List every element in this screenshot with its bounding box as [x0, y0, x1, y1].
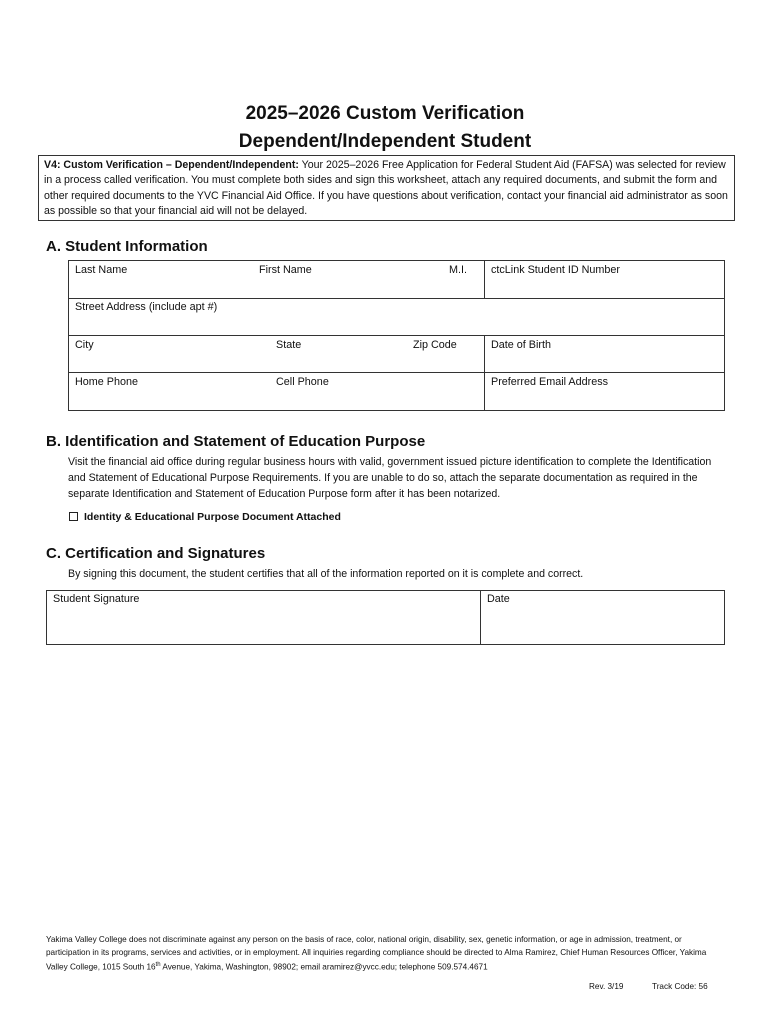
section-b-heading: B. Identification and Statement of Education Purpose [46, 433, 426, 450]
col-divider [484, 335, 485, 411]
section-c-text: By signing this document, the student certifies that all of the information reported on it is complete and correct. [68, 568, 584, 580]
middle-initial-field[interactable]: M.I. [449, 264, 467, 276]
section-c-heading: C. Certification and Signatures [46, 545, 266, 562]
signature-table [46, 590, 725, 645]
form-title-line2: Dependent/Independent Student [238, 131, 532, 152]
state-field[interactable]: State [276, 339, 302, 351]
row-divider [68, 372, 725, 373]
date-field[interactable]: Date [487, 593, 510, 605]
intro-bold: V4: Custom Verification – Dependent/Independent: [44, 159, 299, 171]
track-code-label: Track Code: 56 [652, 982, 708, 991]
last-name-field[interactable]: Last Name [75, 264, 128, 276]
form-title-line1: 2025–2026 Custom Verification [245, 103, 525, 124]
intro-text: Your 2025–2026 Free Application for Federal Student Aid (FAFSA) was selected for review in a process called verification. You must complete both sides and sign this worksheet, attach any required documents, and submit the form and other required documents to the YVC Financial Aid Office. If you have questions about verification, contact your financial aid administrator as soon as possible so that your financial aid will not be delayed. [44, 159, 728, 218]
intro-notice [38, 155, 735, 221]
zip-code-field[interactable]: Zip Code [413, 339, 457, 351]
first-name-field[interactable]: First Name [259, 264, 312, 276]
nondiscrimination-notice [46, 933, 726, 974]
col-divider [480, 590, 481, 645]
city-field[interactable]: City [75, 339, 94, 351]
notice-text-a: Yakima Valley College does not discriminate against any person on the basis of race, color, national origin, disability, sex, genetic information, or age in admission, treatment, or participation in its programs, services and activities, or in employment. All inquiries regarding compliance should be directed to Alma Ramirez, Chief Human Resources Officer, Yakima Valley College, 1015 South 16 [46, 935, 707, 972]
revision-label: Rev. 3/19 [589, 982, 624, 991]
email-field[interactable]: Preferred Email Address [491, 376, 609, 388]
section-a-heading: A. Student Information [46, 238, 208, 255]
notice-text-b: Avenue, Yakima, Washington, 98902; email aramirez@yvcc.edu; telephone 509.574.4671 [160, 962, 488, 972]
col-divider [484, 260, 485, 298]
section-b-text: Visit the financial aid office during regular business hours with valid, government issued picture identification to complete the Identification and Statement of Educational Purpose Requirements. If you are unable to do so, attach the separate documentation as required in the separate Identification and Statement of Education Purpose form after it has been notarized. [68, 456, 712, 500]
notice-superscript: th [155, 962, 161, 968]
identity-document-checkbox[interactable] [69, 512, 78, 521]
row-divider [68, 298, 725, 299]
cell-phone-field[interactable]: Cell Phone [276, 376, 329, 388]
street-address-field[interactable]: Street Address (include apt #) [75, 301, 218, 313]
home-phone-field[interactable]: Home Phone [75, 376, 139, 388]
student-signature-field[interactable]: Student Signature [53, 593, 140, 605]
ctclink-id-field[interactable]: ctcLink Student ID Number [491, 264, 621, 276]
date-of-birth-field[interactable]: Date of Birth [491, 339, 552, 351]
row-divider [68, 335, 725, 336]
identity-document-checkbox-label: Identity & Educational Purpose Document Attached [84, 511, 341, 523]
